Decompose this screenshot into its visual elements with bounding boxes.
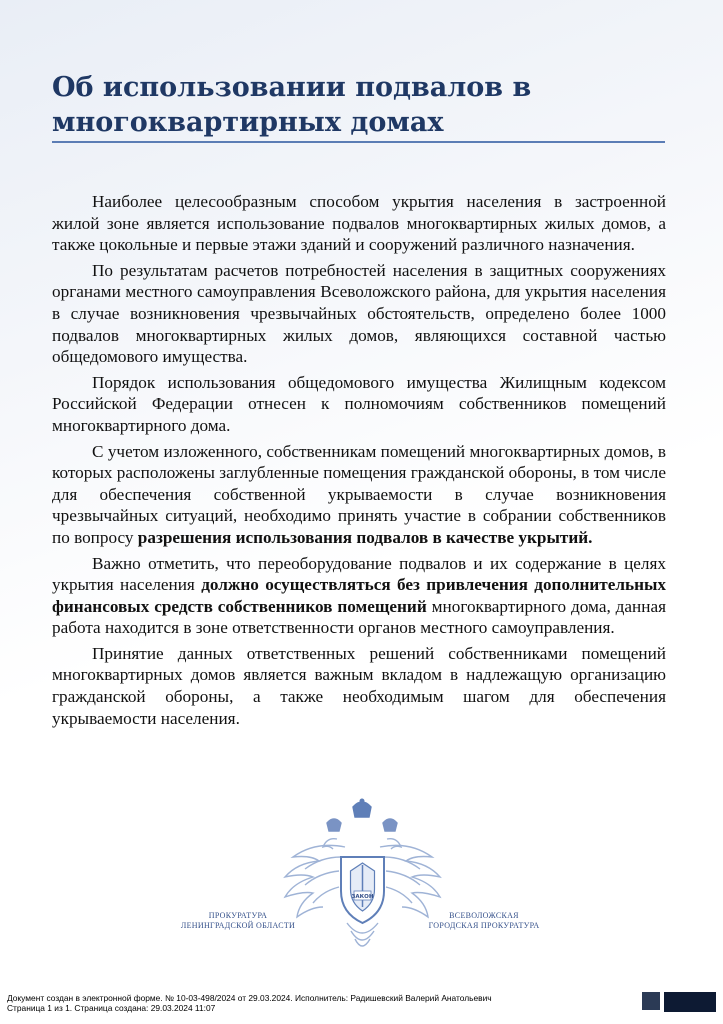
- paragraph-5: Важно отметить, что переоборудование подвалов и их содержание в целях укрытия населения должно осуществляться без привлечения дополнительных финансовых средств собственников помещений многоквартирного дома, данная работа находится в зоне ответственности органов местного самоуправления.: [52, 553, 666, 638]
- document-body: [52, 191, 666, 733]
- emphasis-text: должно осуществляться без привлечения дополнительных финансовых средств собственников помещений: [52, 575, 666, 616]
- title-underline: [52, 141, 665, 143]
- footer-line-2: Страница 1 из 1. Страница создана: 29.03.2024 11:07: [7, 1003, 216, 1013]
- paragraph-2: По результатам расчетов потребностей населения в защитных сооружениях органами местного самоуправления Всеволожского района, для укрытия населения в случае возникновения чрезвычайных обстоятельств, определено более 1000 подвалов многоквартирных жилых домов, являющихся составной частью общедомового имущества.: [52, 260, 666, 367]
- paragraph-6: Принятие данных ответственных решений собственниками помещений многоквартирных домов является важным вкладом в надлежащую организацию гражданской обороны, а также необходимым шагом для обеспечения укрываемости населения.: [52, 643, 666, 728]
- right-organization-label: ВСЕВОЛОЖСКАЯ ГОРОДСКАЯ ПРОКУРАТУРА: [428, 911, 540, 930]
- paragraph-1: Наиболее целесообразным способом укрытия населения в застроенной жилой зоне является использование подвалов многоквартирных жилых домов, а также цокольные и первые этажи зданий и сооружений различного назначения.: [52, 192, 666, 255]
- left-organization-label: ПРОКУРАТУРА ЛЕНИНГРАДСКОЙ ОБЛАСТИ: [180, 911, 296, 930]
- shield-text: ЗАКОН: [351, 894, 374, 900]
- page-title: Об использовании подвалов в многоквартирных домах: [52, 72, 532, 138]
- footer-logo-mark: [664, 992, 716, 1012]
- emphasis-text: разрешения использования подвалов в качестве укрытий.: [137, 527, 593, 547]
- footer-line-1: Документ создан в электронной форме. № 10-03-498/2024 от 29.03.2024. Исполнитель: Радишевский Валерий Анатольевич: [7, 993, 492, 1003]
- footer-logo-icon: [642, 992, 660, 1010]
- paragraph-4: С учетом изложенного, собственникам помещений многоквартирных домов, в которых расположены заглубленные помещения гражданской обороны, в том числе для обеспечения собственной укрываемости в случае возникновения чрезвычайных ситуаций, необходимо принять участие в собрании собственников по вопросу разрешения использования подвалов в качестве укрытий.: [52, 441, 666, 547]
- document-footer: [7, 993, 637, 1013]
- paragraph-3: Порядок использования общедомового имущества Жилищным кодексом Российской Федерации отнесен к полномочиям собственников помещений многоквартирного дома.: [52, 372, 666, 435]
- double-headed-eagle-emblem: [275, 795, 450, 970]
